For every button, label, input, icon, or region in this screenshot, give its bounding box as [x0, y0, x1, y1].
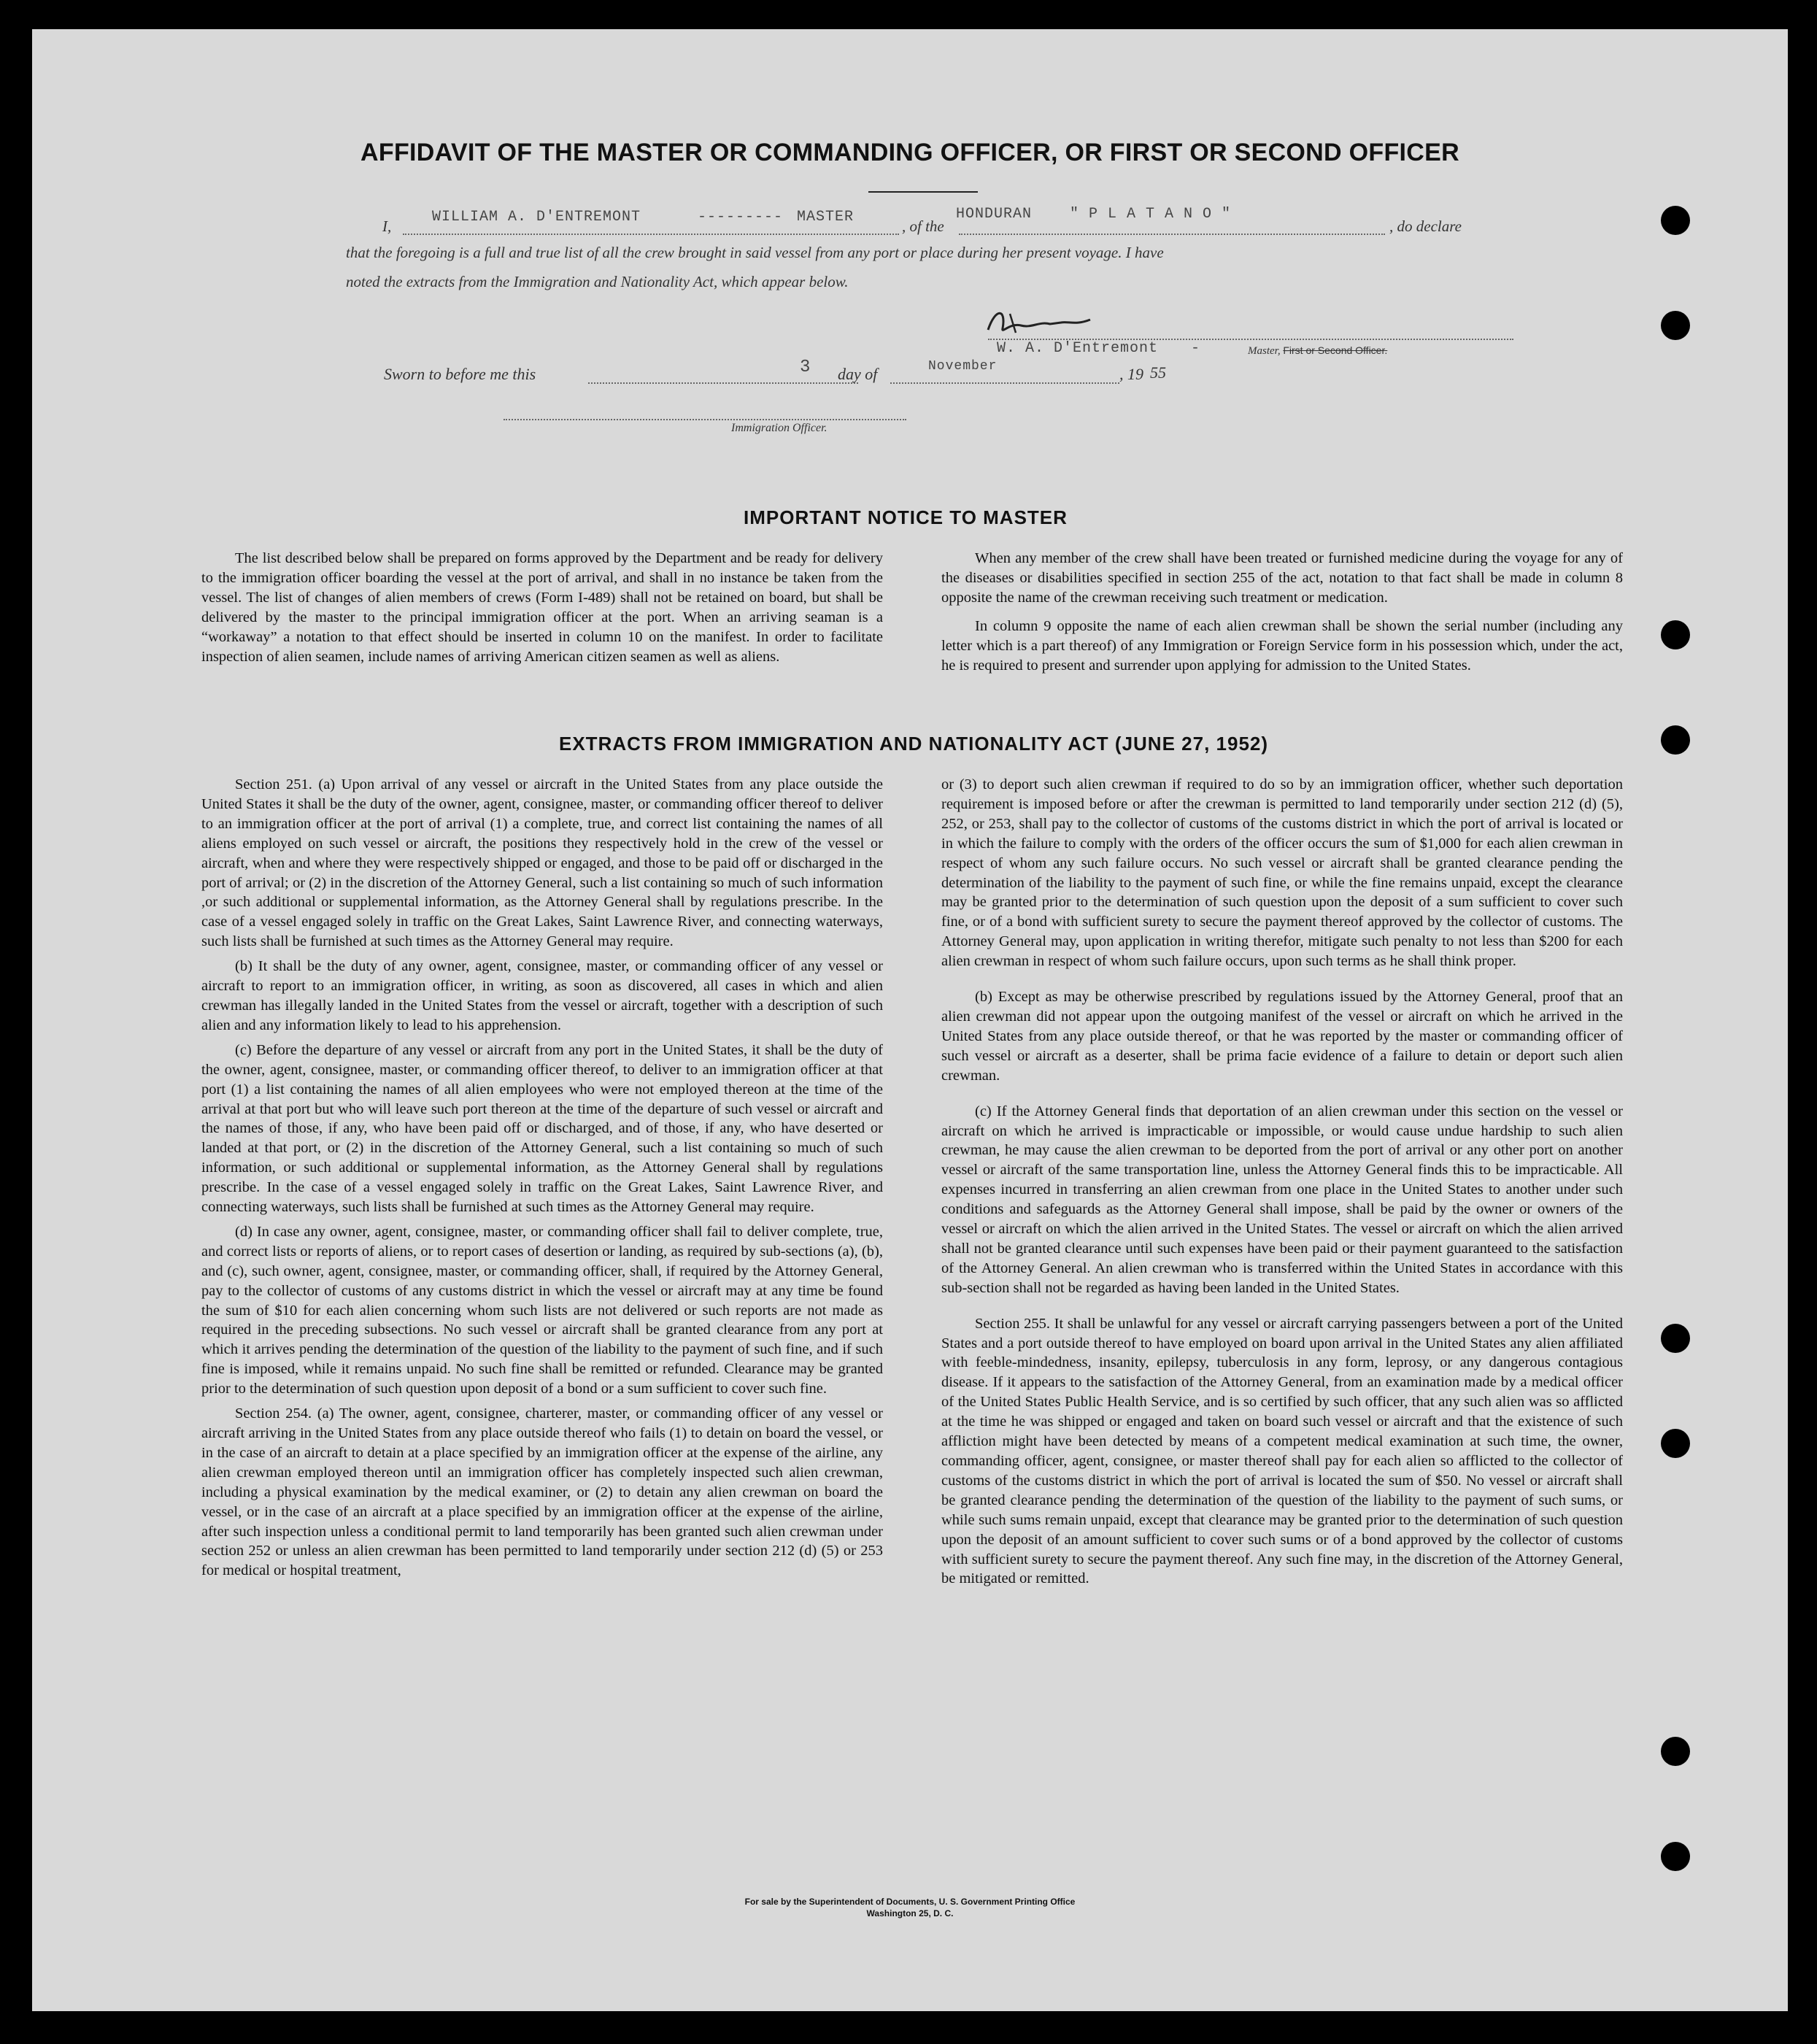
binder-hole	[1661, 1842, 1690, 1871]
footer-line: For sale by the Superintendent of Documents, U. S. Government Printing Office	[744, 1897, 1076, 1907]
day-of-label: day of	[838, 365, 878, 383]
binder-hole	[1661, 1324, 1690, 1353]
declaration-pronoun: I,	[382, 217, 392, 235]
act-section-paragraph: (c) Before the departure of any vessel or aircraft from any port in the United States, it shall be the duty of the owner, agent, consignee, master, or commanding officer thereof, to deliver to an immigration officer at that port (1) a list containing the names of all alien employees who were not employed thereon at the time of the arrival at that port but who will leave such port thereon at the time of the departure of such vessel or aircraft and the names of those, if any, who have been paid off or discharged, and of those, if any, who have deserted or landed at that port, or (2) in the discretion of the Attorney General, such a list containing so much of such information, or such additional or supplemental information, as the Attorney General shall by regulations prescribe. In the case of a vessel engaged solely in traffic on the Great Lakes, Saint Lawrence River, and connecting waterways, such lists shall be furnished at such times as the Attorney General may require.	[201, 1041, 883, 1216]
act-section-paragraph: Section 255. It shall be unlawful for any vessel or aircraft carrying passengers between a port of the United States and a port outside thereof to have employed on board upon arrival in the United States any alien affiliated with feeble-mindedness, insanity, epilepsy, tuberculosis in any form, leprosy, or any dangerous contagious disease. If it appears to the satisfaction of the Attorney General, from an examination made by a medical officer of the United States Public Health Service, and is so certified by such officer, that any such alien was so afflicted at the time he was shipped or engaged and taken on board such vessel or aircraft and that the existence of such affliction might have been detected by means of a competent medical examination at such time, the owner, commanding officer, agent, consignee, or master thereof shall pay for each alien so afflicted to the collector of customs of the customs district in which the port of arrival is located the sum of $50. No vessel or aircraft shall be granted clearance pending the determination of the question of the liability to the payment of such sums, or while such sums remain unpaid, except that clearance may be granted prior to the determination of such question upon the deposit of an amount sufficient to cover such sums or of a bond approved by the collector of customs with sufficient surety to secure the payment thereof. Any such fine may, in the discretion of the Attorney General, be mitigated or remitted.	[941, 1315, 1623, 1587]
sworn-day-line	[588, 382, 858, 384]
notice-left-column	[201, 549, 883, 671]
binder-hole	[1661, 620, 1690, 649]
signer-typed-name: W. A. D'Entremont	[997, 340, 1159, 357]
act-section-paragraph: (d) In case any owner, agent, consignee, master, or commanding officer shall fail to deliver complete, true, and correct lists or reports of aliens, or to report cases of desertion or landing, as required by sub-sections (a), (b), and (c), such owner, agent, consignee, master, or commanding officer, shall, if required by the Attorney General, pay to the collector of customs of any customs district in which the vessel or aircraft may at any time be found the sum of $10 for each alien concerning whom such lists are not delivered or such reports are not made as required in the preceding subsections. No such vessel or aircraft shall be granted clearance from any port at which it arrives pending the determination of the question of the liability to the payment of such fine, and if such fine is imposed, while it remains unpaid. No such fine shall be remitted or refunded. Clearance may be granted prior to the determination of such question upon deposit of a bond or a sum sufficient to cover such fine.	[201, 1223, 883, 1397]
binder-hole	[1661, 1737, 1690, 1766]
do-declare-label: , do declare	[1389, 217, 1462, 235]
act-section-paragraph: (b) Except as may be otherwise prescribed by regulations issued by the Attorney General, proof that an alien crewman did not appear upon the outgoing manifest of the vessel or aircraft on which he arrived in the United States from any place outside thereof, or that he was reported by the master or commanding officer of such vessel or aircraft as a deserter, shall be prima facie evidence of a failure to detain or deport such alien crewman.	[941, 989, 1623, 1084]
declaration-line-3: noted the extracts from the Immigration and Nationality Act, which appear below.	[346, 273, 849, 290]
notice-right-column	[941, 549, 1623, 680]
printing-office-footer	[32, 1896, 1788, 1919]
extracts-right-column	[941, 775, 1623, 1594]
declarant-rank: MASTER	[797, 209, 855, 225]
binder-hole	[1661, 1429, 1690, 1458]
struck-title: First or Second Officer.	[1283, 344, 1388, 356]
notice-heading: IMPORTANT NOTICE TO MASTER	[744, 506, 1068, 528]
sworn-day: 3	[800, 358, 811, 377]
footer-line: Washington 25, D. C.	[866, 1908, 954, 1918]
binder-hole	[1661, 206, 1690, 235]
signer-title: Master, First or Second Officer.	[1248, 344, 1388, 357]
declaration-line-2: that the foregoing is a full and true list of all the crew brought in said vessel from any port or place during her present voyage. I have	[346, 244, 1164, 261]
act-section-paragraph: Section 251. (a) Upon arrival of any vessel or aircraft in the United States from any place outside the United States it shall be the duty of the owner, agent, consignee, master, or commanding officer thereof to deliver to an immigration officer at the port of arrival (1) a complete, true, and correct list containing the names of all aliens employed on such vessel or aircraft, the positions they respectively hold in the crew of the vessel or aircraft, when and where they were respectively shipped or engaged, and those to be paid off or discharged in the port of arrival; or (2) in the discretion of the Attorney General, such a list containing so much of such information ,or such additional or supplemental information, as the Attorney General shall by regulations prescribe. In the case of a vessel engaged solely in traffic on the Great Lakes, Saint Lawrence River, and connecting waterways, such lists shall be furnished at such times as the Attorney General may require.	[201, 776, 883, 950]
sworn-year: 55	[1150, 363, 1166, 382]
of-the-label: , of the	[902, 217, 944, 235]
declarant-name: WILLIAM A. D'ENTREMONT	[432, 209, 641, 225]
form-title: AFFIDAVIT OF THE MASTER OR COMMANDING OFFICER, OR FIRST OR SECOND OFFICER	[360, 139, 1459, 166]
act-section-paragraph: or (3) to deport such alien crewman if required to do so by an immigration officer, whether such deportation requirement is imposed before or after the crewman is permitted to land temporarily under section 212 (d) (5), 252, or 253, shall pay to the collector of customs of the customs district in which the port of arrival is located or in which the failure to comply with the orders of the officer occurs the sum of $1,000 for each alien crewman in respect of whom any such failure occurs. No such vessel or aircraft shall be granted clearance pending the determination of the liability to the payment of such fine, or while the fine remains unpaid, except the clearance may be granted prior to the determination of such question upon the deposit of a sum sufficient to cover such fine, or of a bond with sufficient surety to secure the payment thereof approved by the collector of customs. The Attorney General may, upon application in writing therefor, mitigate such penalty to not less than $200 for each alien crewman in respect of whom such failure occurs, upon such terms as he shall think proper.	[941, 776, 1623, 970]
binder-hole	[1661, 311, 1690, 340]
form-page	[32, 29, 1788, 2011]
sworn-label: Sworn to before me this	[384, 365, 536, 383]
officer-signature-line	[504, 419, 906, 420]
binder-hole	[1661, 725, 1690, 755]
act-section-paragraph: (c) If the Attorney General finds that deportation of an alien crewman under this section on the vessel or aircraft on which he arrived is impracticable or impossible, or would cause undue hardship to such alien crewman, he may cause the alien crewman to be deported from the port of arrival or any other port on another vessel or aircraft of the same transportation line, unless the Attorney General finds this to be impracticable. All expenses incurred in transferring an alien crewman from one place in the United States to another under such conditions and safeguards as the Attorney General shall impose, shall be paid by the owner or owners of the vessel or aircraft on which the alien arrived in the United States. The vessel or aircraft on which the alien arrived shall not be granted clearance until such expenses have been paid or their payment guaranteed to the satisfaction of the Attorney General. An alien crewman who is transferred within the United States in accordance with this sub-section shall not be regarded as having been landed in the United States.	[941, 1103, 1623, 1296]
sworn-year-prefix: , 19	[1119, 365, 1143, 383]
vessel-line	[959, 234, 1385, 235]
notice-paragraph: The list described below shall be prepared on forms approved by the Department and be ready for delivery to the immigration officer boarding the vessel at the port of arrival, and shall in no instance be taken from the vessel. The list of changes of alien members of crews (Form I-489) shall not be retained on board, but shall be delivered by the master to the principal immigration officer at the port. When an arriving seaman is a “workaway” a notation to that effect should be inserted in column 10 on the manifest. In order to facilitate inspection of alien seamen, include names of arriving American citizen seamen as well as aliens.	[201, 550, 883, 665]
extracts-left-column	[201, 775, 883, 1586]
extracts-heading: EXTRACTS FROM IMMIGRATION AND NATIONALITY ACT (JUNE 27, 1952)	[559, 733, 1269, 755]
notice-paragraph: When any member of the crew shall have been treated or furnished medicine during the voyage for any of the diseases or disabilities specified in section 255 of the act, notation to that fact shall be made in column 8 opposite the name of the crewman receiving such treatment or medication.	[941, 550, 1623, 606]
declarant-dashes: ---------	[698, 209, 784, 225]
act-section-paragraph: (b) It shall be the duty of any owner, agent, consignee, master, or commanding officer of any vessel or aircraft to report to an immigration officer, in writing, as soon as discovered, all cases in which and alien crewman has illegally landed in the United States from the vessel or aircraft, together with a description of such alien and any information likely to lead to his apprehension.	[201, 958, 883, 1033]
act-section-paragraph: Section 254. (a) The owner, agent, consignee, charterer, master, or commanding officer of any vessel or aircraft arriving in the United States from any place outside thereof who fails (1) to detain on board the vessel, or in the case of an aircraft to detain at a place specified by an immigration officer at the expense of the airline, any alien crewman employed thereon until an immigration officer has completely inspected such alien crewman, including a physical examination by the medical examiner, or (2) to detain any alien crewman on board the vessel, or in the case of an aircraft at a place specified by an immigration officer at the expense of the airline, after such inspection unless a conditional permit to land temporarily has been granted such alien crewman under section 252 or unless an alien crewman has been permitted to land temporarily under section 212 (d) (5) or 253 for medical or hospital treatment,	[201, 1405, 883, 1579]
sworn-month-line	[890, 382, 1119, 384]
title-underline	[868, 191, 978, 193]
handwritten-signature	[981, 301, 1105, 344]
notice-paragraph: In column 9 opposite the name of each alien crewman shall be shown the serial number (including any letter which is a part thereof) of any Immigration or Foreign Service form in his possession which, under the act, he is required to present and surrender upon applying for admission to the United States.	[941, 617, 1623, 674]
sworn-month: November	[928, 359, 998, 374]
vessel-name: HONDURAN " P L A T A N O "	[956, 206, 1232, 223]
immigration-officer-label: Immigration Officer.	[731, 422, 828, 434]
signer-dash: -	[1191, 340, 1201, 357]
declarant-line	[403, 234, 899, 235]
